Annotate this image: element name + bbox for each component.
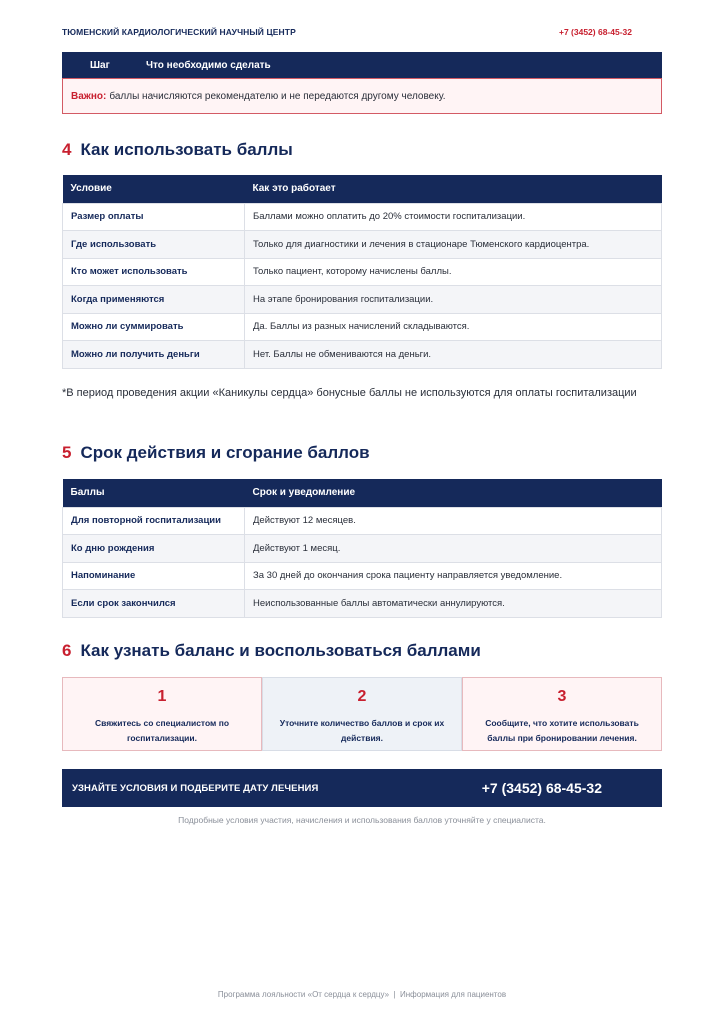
details-note: Подробные условия участия, начисления и использования баллов уточняйте у специалиста.: [178, 815, 546, 825]
section-6-heading: Как узнать баланс и воспользоваться баллами: [80, 641, 481, 660]
section-4-heading: Как использовать баллы: [80, 140, 293, 159]
section-6-number: 6: [62, 641, 72, 660]
important-note-text: баллы начисляются рекомендателю и не передаются другому человеку.: [109, 90, 446, 102]
steps-row: [62, 677, 662, 751]
row-key: Можно ли получить деньги: [63, 341, 245, 369]
row-key: Напоминание: [63, 562, 245, 590]
condition-column-header: Условие: [63, 175, 245, 203]
section-4-title: [62, 140, 662, 160]
step-table-header: [62, 52, 662, 78]
row-value: Только пациент, которому начислены баллы.: [245, 258, 662, 286]
step-table: [62, 52, 662, 114]
section-5-heading: Срок действия и сгорание баллов: [80, 443, 370, 462]
footnote: *В период проведения акции «Каникулы сердца» бонусные баллы не используются для оплаты госпитализации: [62, 387, 637, 399]
step-text: Свяжитесь со специалистом по госпитализации.: [94, 718, 230, 743]
step-card: [62, 677, 262, 751]
section-6-title: [62, 641, 662, 661]
row-key: Где использовать: [63, 231, 245, 259]
points-column-header: Баллы: [63, 479, 245, 507]
table-row: [63, 258, 662, 286]
page-footer: Программа лояльности «От сердца к сердцу» | Информация для пациентов: [217, 990, 507, 999]
row-value: На этапе бронирования госпитализации.: [245, 286, 662, 314]
row-key: Если срок закончился: [63, 590, 245, 618]
section-5-title: [62, 443, 662, 463]
step-column-header: Шаг: [90, 59, 110, 71]
step-text: Уточните количество баллов и срок их действия.: [279, 718, 445, 743]
row-value: За 30 дней до окончания срока пациенту направляется уведомление.: [245, 562, 662, 590]
how-it-works-column-header: Как это работает: [245, 175, 662, 203]
row-key: Ко дню рождения: [63, 535, 245, 563]
step-text: Сообщите, что хотите использовать баллы при бронировании лечения.: [485, 718, 639, 743]
table-header-row: [63, 479, 662, 507]
important-note-label: Важно:: [71, 90, 107, 102]
table-row: [63, 203, 662, 231]
row-key: Кто может использовать: [63, 258, 245, 286]
section-4-number: 4: [62, 140, 72, 159]
row-key: Можно ли суммировать: [63, 313, 245, 341]
row-value: Баллами можно оплатить до 20% стоимости госпитализации.: [245, 203, 662, 231]
usage-table: [62, 175, 662, 369]
important-note: [62, 78, 662, 114]
table-header-row: [63, 175, 662, 203]
row-value: Действуют 12 месяцев.: [245, 507, 662, 535]
table-row: [63, 590, 662, 618]
table-row: [63, 341, 662, 369]
organization-name: ТЮМЕНСКИЙ КАРДИОЛОГИЧЕСКИЙ НАУЧНЫЙ ЦЕНТР: [62, 27, 296, 37]
row-value: Нет. Баллы не обмениваются на деньги.: [245, 341, 662, 369]
section-5-number: 5: [62, 443, 72, 462]
action-column-header: Что необходимо сделать: [146, 59, 271, 71]
row-key: Когда применяются: [63, 286, 245, 314]
row-value: Действуют 1 месяц.: [245, 535, 662, 563]
row-value: Да. Баллы из разных начислений складываются.: [245, 313, 662, 341]
table-row: [63, 535, 662, 563]
row-value: Только для диагностики и лечения в стационаре Тюменского кардиоцентра.: [245, 231, 662, 259]
table-row: [63, 286, 662, 314]
step-number: 1: [157, 688, 167, 705]
cta-text: УЗНАЙТЕ УСЛОВИЯ И ПОДБЕРИТЕ ДАТУ ЛЕЧЕНИЯ: [72, 782, 319, 794]
term-column-header: Срок и уведомление: [245, 479, 662, 507]
cta-phone[interactable]: +7 (3452) 68-45-32: [481, 780, 602, 796]
table-row: [63, 231, 662, 259]
page-header: [62, 24, 662, 40]
usage-table-wrapper: [62, 175, 662, 369]
step-card: [262, 677, 462, 751]
row-key: Для повторной госпитализации: [63, 507, 245, 535]
step-number: 2: [357, 688, 367, 705]
validity-table-wrapper: [62, 479, 662, 618]
table-row: [63, 562, 662, 590]
header-phone[interactable]: +7 (3452) 68-45-32: [558, 27, 632, 37]
validity-table: [62, 479, 662, 618]
step-number: 3: [557, 688, 567, 705]
table-row: [63, 507, 662, 535]
table-row: [63, 313, 662, 341]
row-value: Неиспользованные баллы автоматически аннулируются.: [245, 590, 662, 618]
row-key: Размер оплаты: [63, 203, 245, 231]
step-card: [462, 677, 662, 751]
cta-banner: [62, 769, 662, 807]
